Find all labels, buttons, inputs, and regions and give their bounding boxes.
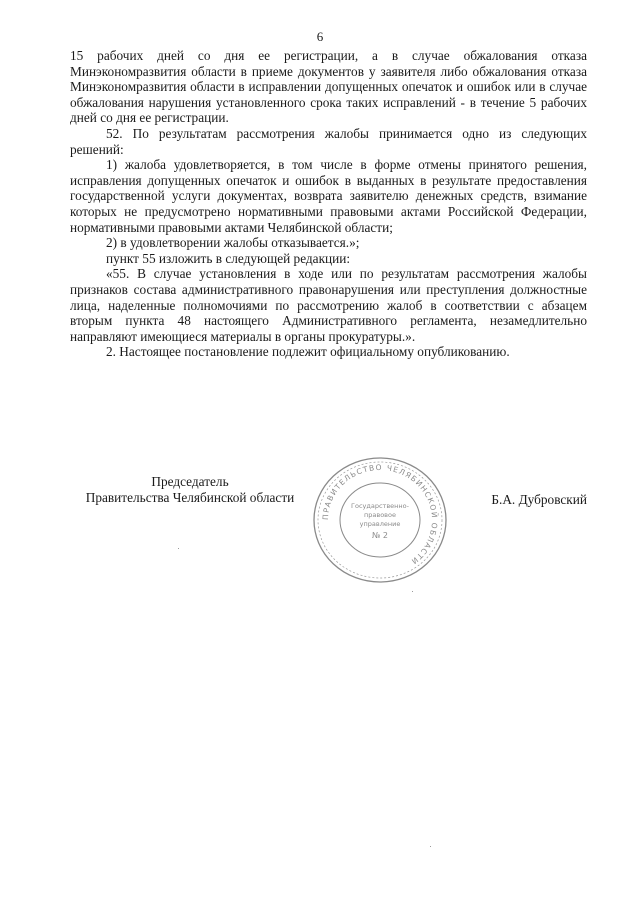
page-number: 6: [316, 29, 324, 44]
signature-block: [70, 462, 587, 594]
signatory-title: [70, 474, 310, 506]
signatory-title-line1: Председатель: [151, 474, 229, 489]
signatory-name: Б.А. Дубровский: [491, 492, 587, 507]
official-seal: [310, 454, 450, 586]
document-body: [70, 48, 587, 360]
paragraph-decision-1: 1) жалоба удовлетворяется, в том числе в форме отмены принятого решения, исправления допущенных опечаток и ошибок в выданных в результате предоставления государственной услуги документах, возврата заявителю денежных средств, взимание которых не предусмотрено нормативными правовыми актами Российской Федерации, нормативными правовыми актами Челябинской области;: [70, 157, 587, 235]
seal-center-line2: правовое: [364, 511, 396, 519]
seal-center-number: № 2: [372, 531, 388, 540]
seal-outer-text: ПРАВИТЕЛЬСТВО ЧЕЛЯБИНСКОЙ ОБЛАСТИ: [320, 462, 440, 567]
seal-center-line1: Государственно-: [351, 502, 409, 510]
signatory-title-line2: Правительства Челябинской области: [85, 490, 295, 505]
speck: [412, 591, 413, 592]
speck: [178, 548, 179, 549]
paragraph-amend-55: пункт 55 изложить в следующей редакции:: [106, 250, 351, 266]
paragraph-publication: 2. Настоящее постановление подлежит официальному опубликованию.: [106, 344, 510, 360]
paragraph-52: 52. По результатам рассмотрения жалобы принимается одно из следующих решений:: [70, 125, 587, 157]
paragraph-decision-2: 2) в удовлетворении жалобы отказывается.»;: [106, 235, 360, 251]
speck: [430, 846, 431, 847]
paragraph-55: «55. В случае установления в ходе или по результатам рассмотрения жалобы признаков состава административного правонарушения или преступления должностные лица, наделенные полномочиями по рассмотрению жалоб в соответствии с абзацем вторым пункта 48 настоящего Административного регламента, незамедлительно направляют имеющиеся материалы в органы прокуратуры.».: [70, 266, 587, 344]
seal-center-line3: управление: [359, 520, 401, 528]
paragraph-continuation: 15 рабочих дней со дня ее регистрации, а в случае обжалования отказа Минэкономразвития области в приеме документов у заявителя либо обжалования отказа Минэкономразвития области в исправлении допущенных опечаток и ошибок или в случае обжалования нарушения установленного срока таких исправлений - в течение 5 рабочих дней со дня ее регистрации.: [70, 48, 587, 126]
